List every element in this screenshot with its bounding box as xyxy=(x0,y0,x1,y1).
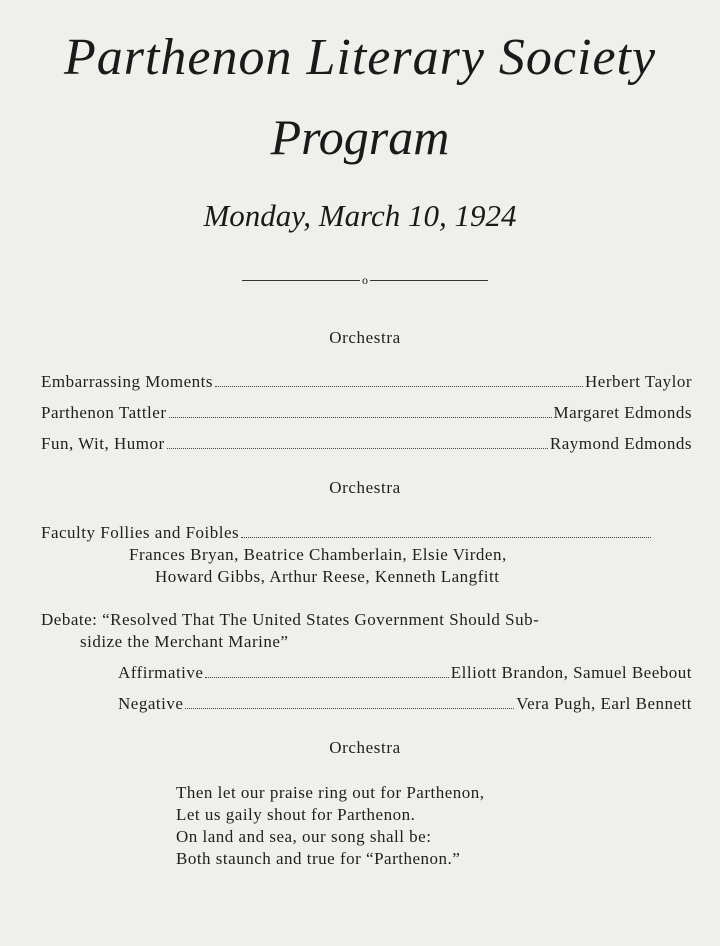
faculty-cast-line-1: Frances Bryan, Beatrice Chamberlain, Elsie Virden, xyxy=(129,545,507,564)
side-speakers: Elliott Brandon, Samuel Beebout xyxy=(450,663,692,682)
debate-affirmative xyxy=(118,663,692,683)
song-line-2: Let us gaily shout for Parthenon. xyxy=(176,805,416,824)
dot-leader xyxy=(215,386,583,387)
orchestra-heading-3: Orchestra xyxy=(329,738,401,757)
item-title: Parthenon Tattler xyxy=(41,403,167,422)
program-title: Program xyxy=(270,109,450,165)
orchestra-heading-2: Orchestra xyxy=(329,478,401,497)
dot-leader xyxy=(205,677,448,678)
side-speakers: Vera Pugh, Earl Bennett xyxy=(516,694,692,713)
orchestra-heading-1: Orchestra xyxy=(329,328,401,347)
item-title: Embarrassing Moments xyxy=(41,372,213,391)
item-title: Faculty Follies and Foibles xyxy=(41,523,240,542)
side-label: Affirmative xyxy=(118,663,204,682)
item-performer: Margaret Edmonds xyxy=(553,403,692,422)
dot-leader xyxy=(169,417,552,418)
debate-resolution-line-1: Debate: “Resolved That The United States Government Should Sub- xyxy=(41,610,540,629)
song-line-3: On land and sea, our song shall be: xyxy=(176,827,432,846)
dot-leader xyxy=(167,448,548,449)
item-performer: Raymond Edmonds xyxy=(549,434,692,453)
program-item-embarrassing-moments xyxy=(41,372,692,392)
society-title: Parthenon Literary Society xyxy=(63,29,657,86)
program-item-faculty-follies xyxy=(41,523,653,543)
program-item-parthenon-tattler xyxy=(41,403,692,423)
debate-resolution-line-2: sidize the Merchant Marine” xyxy=(80,632,289,651)
faculty-cast-line-2: Howard Gibbs, Arthur Reese, Kenneth Langfitt xyxy=(155,567,500,586)
item-title: Fun, Wit, Humor xyxy=(41,434,165,453)
dot-leader xyxy=(241,537,651,538)
song-line-4: Both staunch and true for “Parthenon.” xyxy=(176,849,461,868)
dot-leader xyxy=(185,708,514,709)
section-divider xyxy=(242,272,488,288)
item-performer: Herbert Taylor xyxy=(585,372,692,391)
debate-negative xyxy=(118,694,692,714)
divider-ornament: o xyxy=(362,273,368,287)
song-line-1: Then let our praise ring out for Parthenon, xyxy=(176,783,485,802)
program-item-fun-wit-humor xyxy=(41,434,692,454)
side-label: Negative xyxy=(118,694,184,713)
program-date: Monday, March 10, 1924 xyxy=(203,198,517,233)
